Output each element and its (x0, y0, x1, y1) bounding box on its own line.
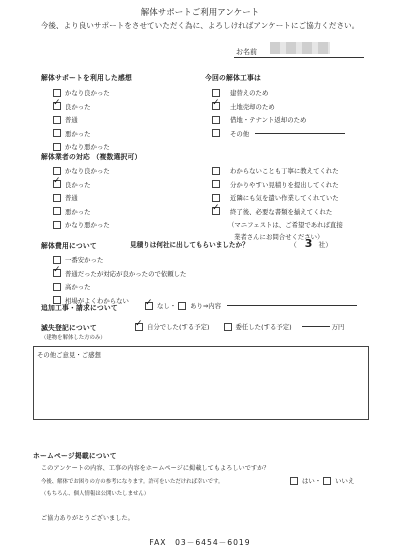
checkbox[interactable] (290, 477, 298, 485)
purpose-option[interactable]: 借地・テナント返却のため (212, 113, 345, 127)
homepage-heading: ホームページ掲載について (33, 452, 117, 460)
form-title: 解体サポートご利用アンケート (140, 8, 260, 18)
checkbox[interactable] (53, 167, 61, 175)
thanks-text: ご協力ありがとうございました。 (41, 515, 134, 522)
purpose-option[interactable]: その他 (212, 127, 345, 141)
name-redacted (270, 42, 330, 54)
contractor-multi-options (212, 164, 343, 242)
purpose-options (212, 86, 345, 140)
form-subtitle: 今後、より良いサポートをさせていただく為に、よろしければアンケートにご協力ください。 (40, 21, 360, 30)
privacy-note: （もちろん、個人情報は公開いたしません） (41, 491, 150, 497)
contractor-options (53, 164, 110, 232)
extra-heading: 追加工事・請求について (41, 304, 118, 312)
fax-number: FAX 03－6454－6019 (149, 538, 251, 547)
checkbox[interactable] (53, 256, 61, 264)
checkbox[interactable] (178, 302, 186, 310)
checkbox[interactable] (53, 89, 61, 97)
other-input-line[interactable] (255, 133, 345, 134)
checkbox[interactable] (53, 116, 61, 124)
checkbox-checked[interactable] (145, 302, 153, 310)
contractor-option[interactable]: かなり悪かった (53, 218, 110, 232)
name-label: お名前 (236, 48, 257, 56)
checkbox[interactable] (53, 194, 61, 202)
checkbox[interactable] (323, 477, 331, 485)
checkbox[interactable] (212, 116, 220, 124)
homepage-question: このアンケートの内容、工事の内容をホームページに掲載してもよろしいですか？ (41, 465, 270, 472)
contractor-multi-option[interactable]: 分かりやすい見積りを提出してくれた (212, 178, 343, 192)
checkbox[interactable] (212, 180, 220, 188)
cost-options (53, 253, 186, 307)
extra-answer: ✓ なし・ あり⇒内容 (145, 301, 357, 310)
registration-answer: ✓ 自分でした(する予定) 委任した(する予定) 万円 (135, 322, 344, 331)
checkbox-checked[interactable] (135, 323, 143, 331)
checkbox-checked[interactable] (53, 102, 61, 110)
manifest-note-2: 業者さんにお問合せください） (234, 232, 324, 241)
estimate-answer: （ 3 社） (290, 237, 333, 250)
contractor-option[interactable]: 悪かった (53, 205, 110, 219)
checkbox[interactable] (53, 283, 61, 291)
support-heading: 解体サポートを利用した感想 (41, 74, 132, 82)
checkbox-checked[interactable] (212, 102, 220, 110)
support-option[interactable]: 普通 (53, 113, 110, 127)
checkbox[interactable] (212, 167, 220, 175)
cost-option[interactable]: 高かった (53, 280, 186, 294)
homepage-note: 今後、解体でお困りの方の参考になります。許可をいただければ幸いです。 (41, 479, 224, 485)
purpose-heading: 今回の解体工事は (205, 74, 261, 82)
contractor-multi-option[interactable]: ✓ 終了後、必要な書類を揃えてくれた (212, 205, 343, 219)
contractor-option[interactable]: かなり良かった (53, 164, 110, 178)
checkbox[interactable] (212, 89, 220, 97)
contractor-option[interactable]: ✓ 良かった (53, 178, 110, 192)
name-field-line[interactable] (234, 57, 364, 58)
checkbox[interactable] (224, 323, 232, 331)
extra-detail-line[interactable] (227, 305, 357, 306)
contractor-multi-option[interactable]: 近隣にも気を遣い作業してくれていた (212, 191, 343, 205)
checkbox[interactable] (53, 207, 61, 215)
registration-heading: 滅失登記について (41, 324, 97, 332)
estimate-question: 見積りは何社に出してもらいましたか？ (130, 241, 249, 249)
checkbox[interactable] (53, 143, 61, 151)
checkbox-checked[interactable] (53, 269, 61, 277)
support-option[interactable]: かなり良かった (53, 86, 110, 100)
purpose-option[interactable]: ✓ 土地売却のため (212, 100, 345, 114)
purpose-option[interactable]: 建替えのため (212, 86, 345, 100)
registration-sub: （建物を解体した方のみ） (41, 335, 106, 341)
cost-option[interactable]: 相場がよくわからない (53, 294, 186, 308)
support-option[interactable]: 悪かった (53, 127, 110, 141)
estimate-value[interactable]: 3 (304, 237, 313, 250)
amount-line[interactable] (302, 326, 330, 327)
checkbox-checked[interactable] (53, 180, 61, 188)
homepage-answer: はい・ いいえ (290, 476, 354, 485)
cost-heading: 解体費用について (41, 242, 97, 250)
checkbox[interactable] (212, 194, 220, 202)
checkbox[interactable] (212, 129, 220, 137)
cost-option[interactable]: 一番安かった (53, 253, 186, 267)
checkbox-checked[interactable] (212, 207, 220, 215)
support-options (53, 86, 110, 154)
support-option[interactable]: ✓ 良かった (53, 100, 110, 114)
contractor-multi-option[interactable]: わからないことも丁寧に教えてくれた (212, 164, 343, 178)
manifest-note-1: （マニフェストは、ご希望であれば直接 (228, 220, 343, 229)
contractor-heading: 解体業者の対応 （複数選択可） (41, 153, 142, 161)
comment-label: その他ご意見・ご感想 (37, 351, 101, 359)
cost-option[interactable]: ✓ 普通だったが対応が良かったので依頼した (53, 267, 186, 281)
support-option[interactable]: かなり悪かった (53, 140, 110, 154)
checkbox[interactable] (53, 221, 61, 229)
contractor-option[interactable]: 普通 (53, 191, 110, 205)
checkbox[interactable] (53, 129, 61, 137)
